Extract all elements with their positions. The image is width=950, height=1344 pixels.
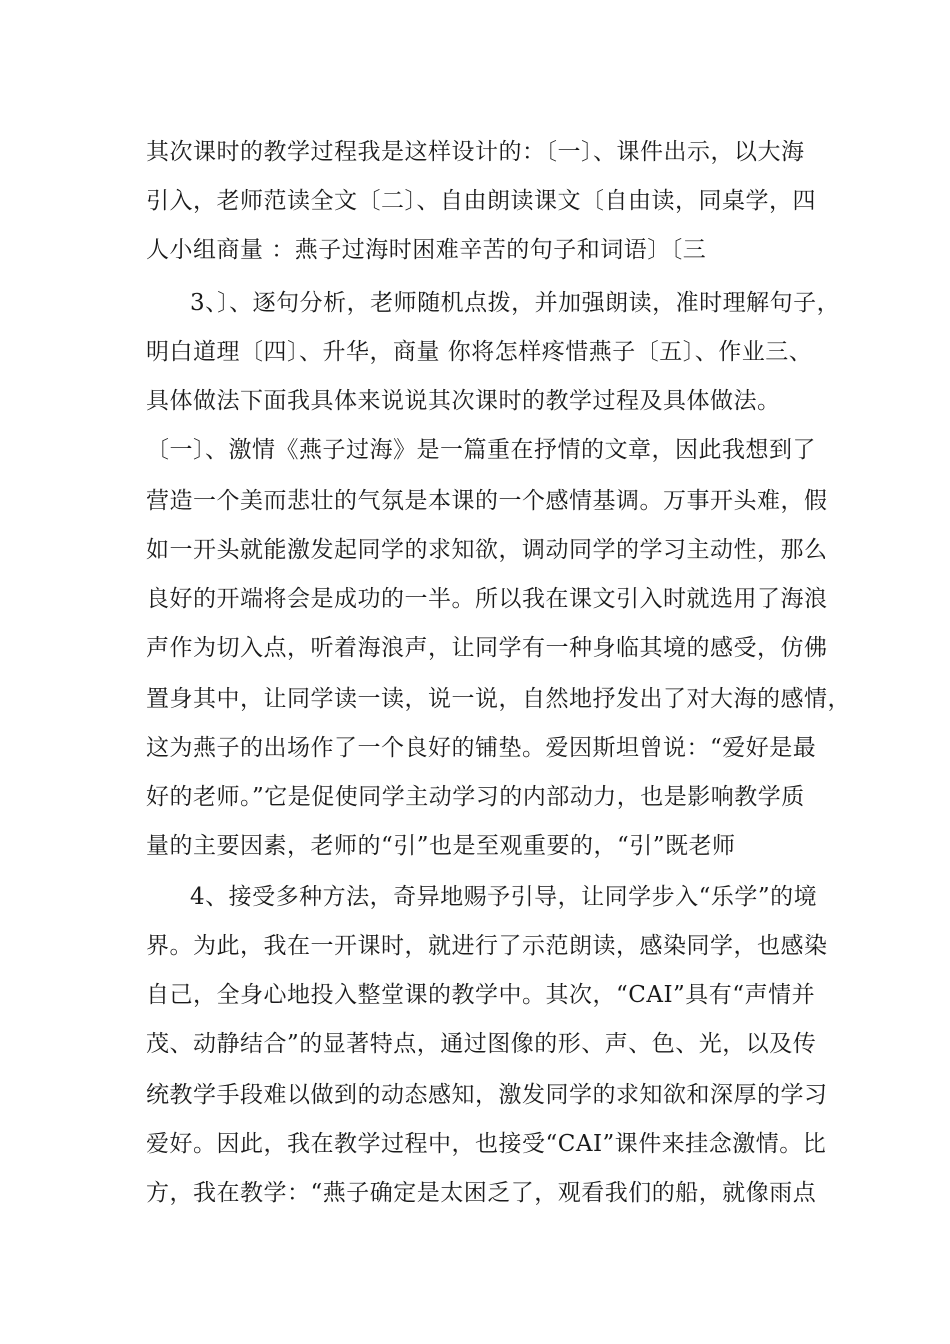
text-line: 自己，全身心地投入整堂课的教学中。其次，“CAI”具有“声情并: [146, 982, 816, 1008]
text-line: 界。为此，我在一开课时，就进行了示范朗读，感染同学，也感染: [146, 933, 828, 959]
text-line: 量的主要因素，老师的“引”也是至观重要的，“引”既老师: [146, 833, 736, 859]
text-line: 4、接受多种方法，奇异地赐予引导，让同学步入“乐学”的境: [190, 884, 818, 910]
text-line: 人小组商量 ：燕子过海时困难辛苦的句子和词语〕〔三: [146, 237, 707, 263]
text-line: 具体做法下面我具体来说说其次课时的教学过程及具体做法。: [146, 388, 781, 414]
text-line: 好的老师。”它是促使同学主动学习的内部动力，也是影响教学质: [146, 784, 805, 810]
text-line: 这为燕子的出场作了一个良好的铺垫。爱因斯坦曾说：“爱好是最: [146, 735, 817, 761]
text-line: 方，我在教学：“燕子确定是太困乏了，观看我们的船，就像雨点: [146, 1180, 817, 1206]
text-line: 明白道理〔四〕、升华，商量 你将怎样疼惜燕子〔五〕、作业三、: [146, 339, 813, 365]
text-line: 统教学手段难以做到的动态感知，激发同学的求知欲和深厚的学习: [146, 1082, 828, 1108]
text-line: 营造一个美而悲壮的气氛是本课的一个感情基调。万事开头难，假: [146, 488, 828, 514]
text-line: 其次课时的教学过程我是这样设计的：〔一〕、课件出示，以大海: [146, 139, 805, 165]
text-line: 如一开头就能激发起同学的求知欲，调动同学的学习主动性，那么: [146, 537, 828, 563]
text-line: 良好的开端将会是成功的一半。所以我在课文引入时就选用了海浪: [146, 586, 828, 612]
text-line: 〔一〕、激情《燕子过海》是一篇重在抒情的文章，因此我想到了: [146, 437, 816, 463]
text-line: 茂、动静结合”的显著特点，通过图像的形、声、色、光，以及传: [146, 1031, 817, 1057]
text-line: 置身其中，让同学读一读，说一说，自然地抒发出了对大海的感情，: [146, 686, 851, 712]
text-line: 爱好。因此，我在教学过程中，也接受“CAI”课件来挂念激情。比: [146, 1131, 827, 1157]
text-line: 声作为切入点，听着海浪声，让同学有一种身临其境的感受，仿佛: [146, 635, 828, 661]
text-line: 引入，老师范读全文〔二〕、自由朗读课文〔自由读，同桌学，四: [146, 188, 816, 214]
text-line: 3、〕、逐句分析，老师随机点拨，并加强朗读，准时理解句子，: [190, 290, 841, 316]
